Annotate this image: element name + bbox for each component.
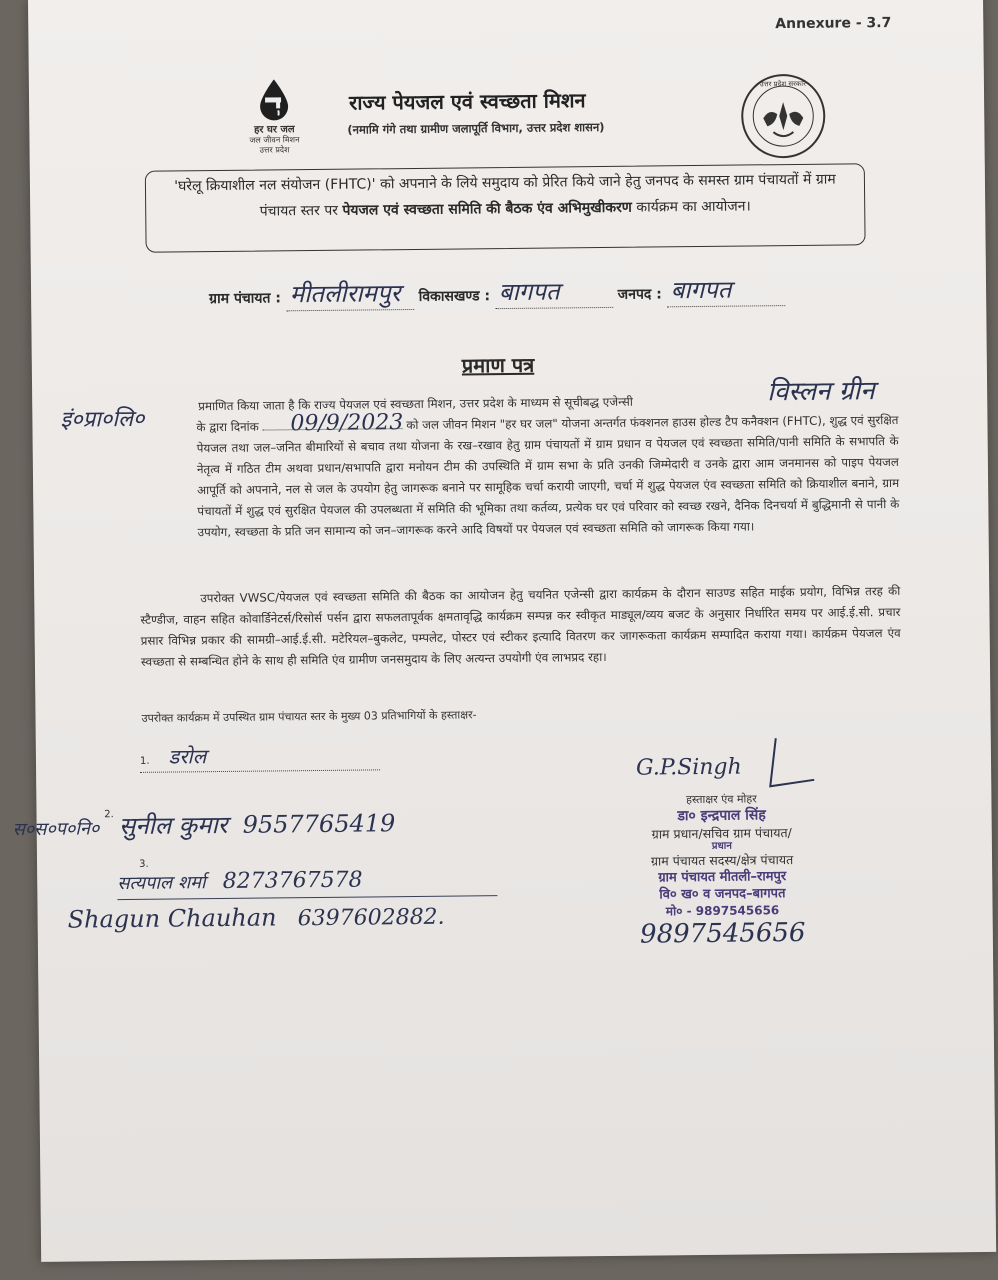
- participant-2-phone: 9557765419: [242, 809, 396, 839]
- participant-3-name: सत्यपाल शर्मा: [117, 872, 206, 895]
- signature-label-1: हस्ताक्षर एंव मोहर: [686, 792, 757, 807]
- participant-1: [140, 740, 380, 773]
- district-label: जनपद :: [617, 286, 662, 303]
- certificate-paragraph-2: [140, 581, 901, 673]
- emblem-text: उत्तर प्रदेश सरकार: [759, 79, 807, 89]
- participant-4-phone: 6397602882.: [297, 904, 445, 932]
- mission-subtitle: (नमामि गंगे तथा ग्रामीण जलापूर्ति विभाग, उत्तर प्रदेश शासन): [347, 119, 605, 137]
- logo-line-1: हर घर जल: [254, 124, 295, 136]
- pradhan-signature: G.P.Singh: [635, 754, 742, 781]
- participant-1-name: डरोल: [168, 744, 207, 769]
- har-ghar-jal-logo: [219, 77, 330, 156]
- participant-3-phone: 8273767578: [222, 867, 363, 895]
- stamp-mobile: मो० - 9897545656: [665, 903, 780, 919]
- agency-name-handwritten: विस्लन ग्रीन: [766, 376, 875, 408]
- water-tap-drop-icon: [256, 77, 292, 121]
- certificate-heading: प्रमाण पत्र: [461, 352, 535, 378]
- participant-4-name: Shagun Chauhan: [67, 903, 277, 934]
- paragraph1-date-prefix: के द्वारा दिनांक: [196, 419, 259, 435]
- location-fields: [209, 272, 785, 312]
- participant-4: [67, 901, 487, 933]
- topic-text-1: 'घरेलू क्रियाशील नल संयोजन (FHTC)' को अपनाने के लिये समुदाय को प्रेरित किये जाने हेतु जनपद के समस्त ग्राम पंचायतों में ग्राम पंचायत स्तर पर: [174, 171, 836, 220]
- signature-flourish-icon: [736, 734, 817, 795]
- participant-3: [117, 855, 497, 900]
- stamp-block: वि० ख० व जनपद–बागपत: [659, 886, 786, 903]
- participant-2-prefix: स०स०प०नि०: [12, 818, 100, 841]
- signature-label-3: ग्राम पंचायत सदस्य/क्षेत्र पंचायत: [650, 852, 794, 869]
- topic-text-bold: पेयजल एवं स्वच्छता समिति की बैठक एंव अभिमुखीकरण: [342, 199, 632, 219]
- certificate-paragraph-1: [138, 389, 899, 544]
- gram-panchayat-value: मीतलीरामपुर: [286, 276, 414, 311]
- logo-line-2: जल जीवन मिशन: [249, 135, 300, 145]
- participant-2: [12, 805, 532, 843]
- participants-intro: उपरोक्त कार्यक्रम में उपस्थित ग्राम पंचायत स्तर के मुख्य 03 प्रतिभागियों के हस्ताक्षर-: [141, 708, 477, 725]
- stamp-name: डा० इन्द्रपाल सिंह: [677, 807, 766, 825]
- block-value: बागपत: [495, 274, 613, 309]
- participant-1-num: 1.: [139, 755, 150, 767]
- district-value: बागपत: [666, 272, 784, 307]
- mission-title: राज्य पेयजल एवं स्वच्छता मिशन: [348, 88, 586, 115]
- topic-text-2: कार्यक्रम का आयोजन।: [631, 198, 751, 216]
- logo-line-3: उत्तर प्रदेश: [259, 145, 290, 155]
- participant-2-name: सुनील कुमार: [118, 810, 228, 841]
- block-label: विकासखण्ड :: [418, 288, 491, 305]
- gram-panchayat-label: ग्राम पंचायत :: [209, 290, 282, 308]
- paragraph2-text: उपरोक्त VWSC/पेयजल एवं स्वच्छता समिति की बैठक का आयोजन हेतु चयनित एजेन्सी द्वारा कार्यक्रम के दौरान साउण्ड सहित माईक प्रयोग, विभिन्न तरह की स्टैण्डीज, वाहन सहित कोवार्डिनेटर्स/रिसोर्स पर्सन द्वारा सफलतापूर्वक क्षमतावृद्धि कार्यक्रम सम्पन्न कर स्वीकृत माड्यूल/व्यय बजट के अनुसार निर्धारित समय पर आई.ई.सी. प्रचार प्रसार विभिन्न प्रकार की सामग्री–आई.ई.सी. मटेरियल–बुकलेट, पम्पलेट, पोस्टर एवं स्टीकर इत्यादि वितरण कर जागरूकता कार्यक्रम सम्पादित कराया गया। कार्यक्रम पेयजल एंव स्वच्छता से सम्बन्धित होने के साथ ही समिति एंव ग्रामीण जनसमुदाय के लिए अत्यन्त उपयोगी एंव लाभप्रद रहा।: [140, 583, 901, 669]
- stamp-village: ग्राम पंचायत मीतली–रामपुर: [658, 869, 787, 886]
- signature-stamp-block: [606, 790, 838, 950]
- participant-3-num: 3.: [139, 858, 149, 870]
- paragraph1-prefix: प्रमाणित किया जाता है कि राज्य पेयजल एवं स्वच्छता मिशन, उत्तर प्रदेश के माध्यम से सूचीबद्ध एजेन्सी: [198, 394, 633, 414]
- date-handwritten: 09/9/2023: [290, 410, 404, 437]
- agency-suffix-handwritten: इं०प्रा०लि०: [60, 406, 145, 433]
- certificate-page: [12, 0, 996, 1262]
- signature-label-2: ग्राम प्रधान/सचिव ग्राम पंचायत/: [651, 825, 792, 842]
- stamp-title: प्रधान: [711, 840, 732, 852]
- paragraph1-body: को जल जीवन मिशन "हर घर जल" योजना अन्तर्गत फंक्शनल हाउस होल्ड टैप कनैक्शन (FHTC), शुद्ध एवं सुरक्षित पेयजल तथा जल–जनित बीमारियों से बचाव तथा योजना के रख–रखाव हेतु ग्राम पंचायतों में ग्राम प्रधान व पेयजल एवं स्वच्छता समिति/पानी समिति के सभापति के नेतृत्व में गठित टीम अथवा प्रधान/सभापति द्वारा मनोयन टीम की उपस्थिति में ग्राम सभा के प्रति उनकी जिम्मेदारी व उनके द्वारा आम जनमानस को पाइप पेयजल आपूर्ति को अपनाने, नल से जल के उपयोग हेतु जागरूक बनाने पर सामूहिक चर्चा करायी जाएगी, चर्चा में शुद्ध पेयजल एंव स्वच्छता समिति को क्रियाशील बनाने, ग्राम पंचायतों में शुद्ध एवं सुरक्षित पेयजल की उपलब्धता में समिति की भूमिका तथा कर्तव्य, प्रत्येक घर एवं परिवार को स्वच्छ रखने, दैनिक दिनचर्या में बुद्धिमानी से पानी के उपयोग, स्वच्छता के प्रति जन सामान्य को जन–जागरूक करने आदि विषयों पर पेयजल एवं स्वच्छता समिति को जागरूक किया गया।: [196, 412, 900, 540]
- topic-box: [145, 163, 866, 253]
- annexure-label: Annexure - 3.7: [775, 14, 892, 33]
- uttar-pradesh-emblem-icon: [739, 72, 828, 161]
- handwritten-mobile: 9897545656: [639, 917, 806, 950]
- participant-2-num: 2.: [104, 809, 114, 821]
